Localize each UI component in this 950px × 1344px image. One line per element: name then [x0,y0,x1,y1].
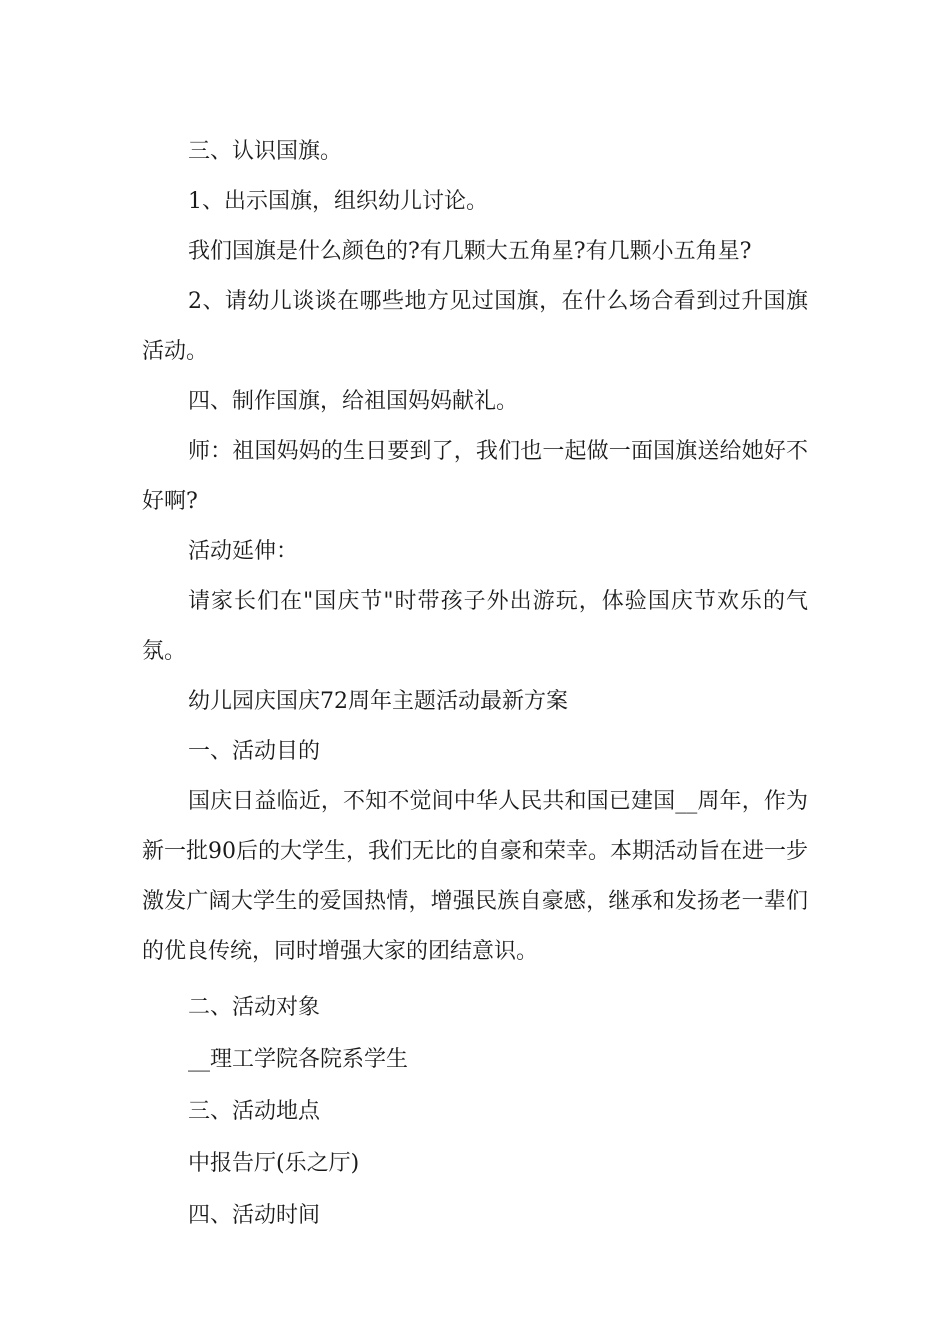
paragraph: 一、活动目的 [188,739,321,764]
paragraph: __理工学院各院系学生 [188,1047,409,1072]
paragraph: 四、制作国旗，给祖国妈妈献礼。 [188,389,519,414]
paragraph: 请家长们在"国庆节"时带孩子外出游玩，体验国庆节欢乐的气氛。 [142,589,808,664]
paragraph: 国庆日益临近，不知不觉间中华人民共和国已建国__周年，作为新一批90后的大学生，我们无比的自豪和荣幸。本期活动旨在进一步激发广阔大学生的爱国热情，增强民族自豪感，继承和发扬老一辈们的优良传统，同时增强大家的团结意识。 [142,789,808,964]
paragraph: 1、出示国旗，组织幼儿讨论。 [188,189,488,214]
paragraph: 三、认识国旗。 [188,139,343,164]
paragraph: 中报告厅(乐之厅) [188,1151,360,1176]
document-body [142,127,808,1241]
paragraph: 2、请幼儿谈谈在哪些地方见过国旗，在什么场合看到过升国旗活动。 [142,289,808,364]
paragraph: 二、活动对象 [188,995,321,1020]
paragraph: 师：祖国妈妈的生日要到了，我们也一起做一面国旗送给她好不好啊? [142,439,808,514]
paragraph: 三、活动地点 [188,1099,321,1124]
section-title: 幼儿园庆国庆72周年主题活动最新方案 [188,689,568,714]
paragraph: 四、活动时间 [188,1203,321,1228]
paragraph: 活动延伸： [188,539,299,564]
paragraph: 我们国旗是什么颜色的?有几颗大五角星?有几颗小五角星? [188,239,752,264]
